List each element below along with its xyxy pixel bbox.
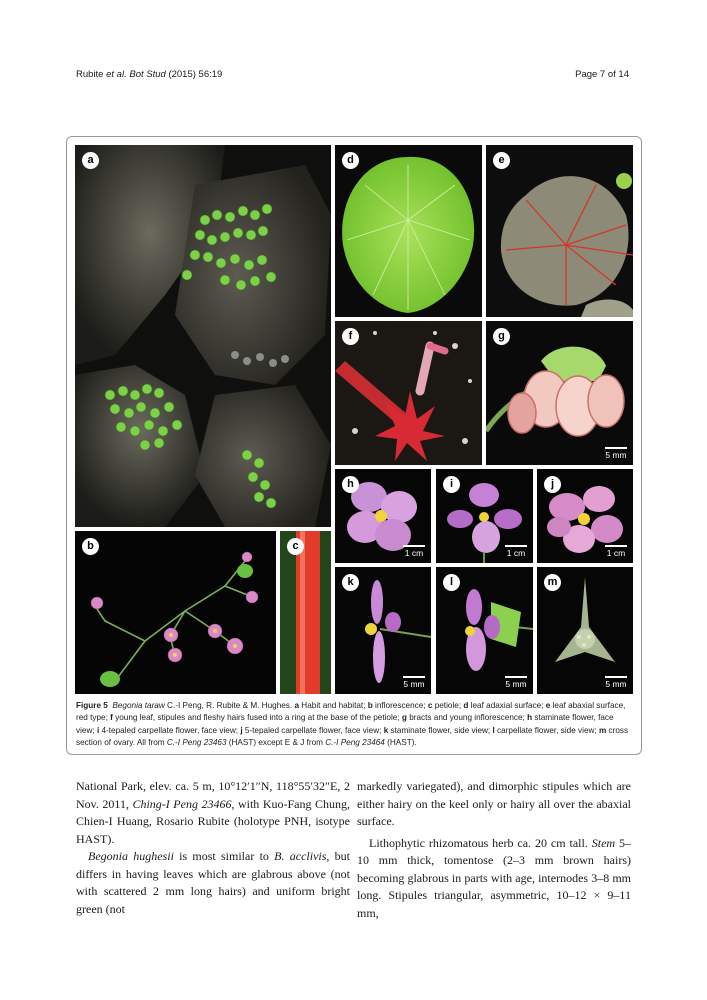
caption-key-j: j — [240, 725, 243, 735]
caption-key-a: a — [294, 701, 300, 710]
panel-f-stipules — [335, 321, 482, 465]
panel-d-leaf-adaxial — [335, 145, 482, 317]
body-text: Lithophytic rhizomatous herb ca. 20 cm tall. — [369, 835, 592, 850]
running-header-left — [76, 69, 222, 80]
header-citation: (2015) 56:19 — [165, 69, 223, 80]
panel-label-j: j — [544, 476, 561, 493]
scale-bar-i — [505, 545, 527, 558]
scale-bar-m — [605, 676, 627, 689]
panel-j-carpellate-5-tepaled — [537, 469, 633, 563]
panel-k-staminate-side — [335, 567, 431, 694]
caption-key-k: k — [383, 725, 389, 735]
panel-a-habitat — [75, 145, 331, 527]
panel-d-image — [335, 145, 482, 317]
scale-label-j: 1 cm — [606, 548, 626, 558]
panel-b-image — [75, 531, 276, 694]
body-text: is most similar to — [173, 849, 275, 863]
scale-label-l: 5 mm — [505, 679, 527, 689]
caption-text-k: staminate flower, side view; — [388, 725, 493, 735]
panel-label-e: e — [493, 152, 510, 169]
panel-f-image — [335, 321, 482, 465]
scale-bar-j — [605, 545, 627, 558]
paragraph-type-locality — [76, 778, 350, 848]
scale-label-h: 1 cm — [404, 548, 424, 558]
panel-l-carpellate-side — [436, 567, 533, 694]
caption-text-m: cross section of ovary. All from — [76, 725, 629, 748]
panel-label-g: g — [493, 328, 510, 345]
panel-g-image — [486, 321, 633, 465]
caption-text-f: young leaf, stipules and fleshy hairs fused into a ring at the base of the petiole; — [112, 713, 402, 723]
page-number: Page 7 of 14 — [575, 69, 629, 80]
caption-text-d: leaf adaxial surface; — [468, 701, 546, 710]
panel-label-k: k — [342, 574, 359, 591]
caption-species: Begonia taraw — [112, 701, 165, 710]
caption-key-e: e — [545, 701, 551, 710]
caption-key-g: g — [401, 713, 407, 723]
panel-a-image — [75, 145, 331, 527]
paragraph-diagnosis — [76, 848, 350, 918]
body-text: , with Kuo-Fang Chung, Chien-I Huang, Rosario Rubite (holotype PNH, isotype HAST). — [76, 796, 350, 846]
figure-caption — [76, 700, 632, 750]
scale-label-m: 5 mm — [605, 679, 627, 689]
body-text: , but differs in having leaves which are glabrous above (not with scattered 2 mm long hairs) and uniform bright green (not — [76, 849, 350, 916]
scale-bar-k — [403, 676, 425, 689]
caption-middle: (HAST) except E & J from — [226, 738, 326, 748]
panel-label-a: a — [82, 152, 99, 169]
term-stem: Stem — [591, 835, 616, 850]
caption-text-e: leaf abaxial surface, red type; — [76, 701, 626, 723]
body-column-right — [357, 778, 631, 922]
scale-bar-l — [505, 676, 527, 689]
caption-key-h: h — [527, 713, 533, 723]
panel-b-inflorescence — [75, 531, 276, 694]
body-text: 5–10 mm thick, tomentose (2–3 mm brown hairs) becoming glabrous in parts with age, internodes 3–8 mm long. Stipules triangular, asymmetric, 10–12 × 9–11 mm, — [357, 835, 632, 920]
panel-c-image — [280, 531, 331, 694]
caption-text-g: bracts and young inflorescence; — [406, 713, 528, 723]
caption-text-a: Habit and habitat; — [299, 701, 368, 710]
scale-label-g: 5 mm — [605, 450, 627, 460]
species-name: B. acclivis — [274, 849, 327, 863]
body-column-left — [76, 778, 350, 918]
paragraph-diagnosis-cont: markedly variegated), and dimorphic stipules which are either hairy on the keel only or hairy all over the abaxial surface. — [357, 779, 631, 828]
header-etal: et al. — [103, 69, 127, 80]
scale-label-i: 1 cm — [506, 548, 526, 558]
caption-text-j: 5-tepaled carpellate flower, face view; — [242, 725, 384, 735]
caption-collection-2: C.-I Peng 23464 — [325, 738, 385, 748]
species-name: Begonia hughesii — [88, 849, 174, 863]
panel-label-h: h — [342, 476, 359, 493]
caption-figure-label: Figure 5 — [76, 701, 108, 710]
panel-h-staminate-face — [335, 469, 431, 563]
header-author: Rubite — [76, 69, 104, 80]
caption-text-c: petiole; — [432, 701, 464, 710]
caption-key-d: d — [463, 701, 469, 710]
panel-label-f: f — [342, 328, 359, 345]
scale-bar-g — [605, 447, 627, 460]
caption-end: (HAST). — [384, 738, 417, 748]
figure-5 — [66, 136, 642, 755]
panel-label-b: b — [82, 538, 99, 555]
panel-label-i: i — [443, 476, 460, 493]
panel-label-d: d — [342, 152, 359, 169]
caption-key-l: l — [492, 725, 495, 735]
caption-key-f: f — [110, 713, 113, 723]
caption-key-b: b — [367, 701, 373, 710]
panel-m-ovary-cross-section — [537, 567, 633, 694]
caption-key-m: m — [598, 725, 607, 735]
panel-e-image — [486, 145, 633, 317]
caption-authors: C.-I Peng, R. Rubite & M. Hughes. — [164, 701, 295, 710]
caption-text-h: staminate flower, face view; — [76, 713, 614, 735]
scale-label-k: 5 mm — [403, 679, 425, 689]
caption-key-c: c — [427, 701, 433, 710]
caption-text-i: 4-tepaled carpellate flower, face view; — [99, 725, 241, 735]
panel-g-bracts — [486, 321, 633, 465]
caption-collection-1: C.-I Peng 23463 — [166, 738, 227, 748]
panel-c-petiole — [280, 531, 331, 694]
caption-text-b: inflorescence; — [372, 701, 428, 710]
body-text: National Park, elev. ca. 5 m, 10°12′1″N, 118°55′32″E, 2 Nov. 2011, — [76, 779, 350, 811]
header-journal: Bot Stud — [126, 69, 166, 80]
paragraph-description — [357, 835, 631, 923]
caption-text-l: carpellate flower, side view; — [494, 725, 599, 735]
panel-label-l: l — [443, 574, 460, 591]
collector-number: Ching-I Peng 23466 — [132, 796, 232, 811]
scale-bar-h — [403, 545, 425, 558]
panel-i-carpellate-4-tepaled — [436, 469, 533, 563]
caption-key-i: i — [96, 725, 100, 735]
panel-label-m: m — [544, 574, 561, 591]
panel-e-leaf-abaxial — [486, 145, 633, 317]
panel-label-c: c — [287, 538, 304, 555]
